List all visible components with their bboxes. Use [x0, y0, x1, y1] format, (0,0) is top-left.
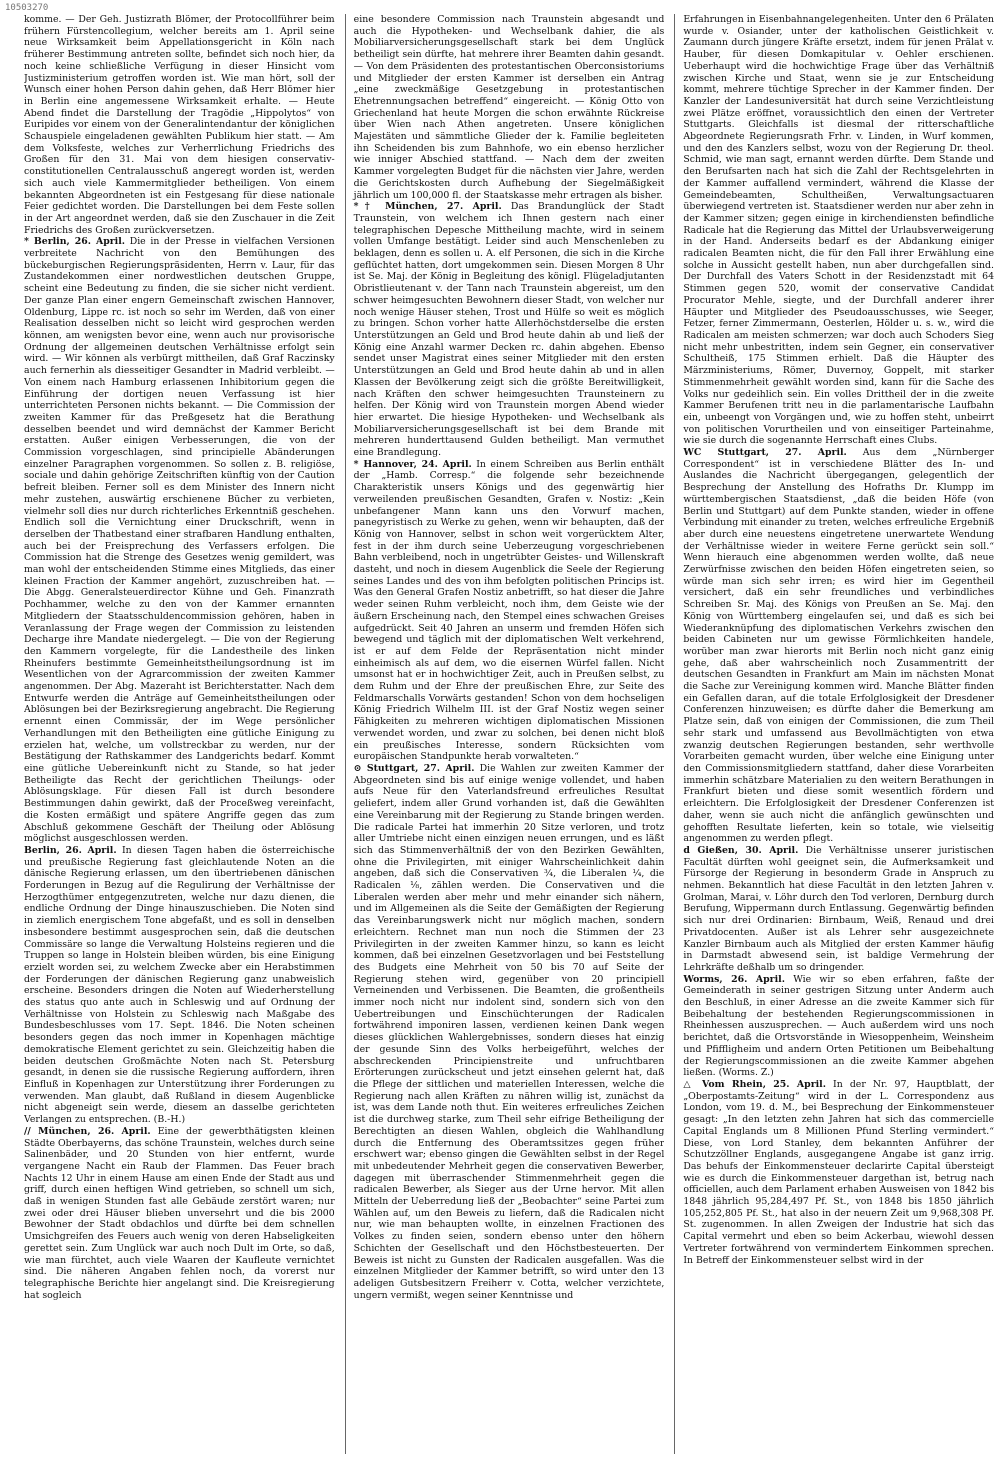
article-text: Aus dem „Nürnberger Correspondent“ ist in verschiedene Blätter des In- und Auslandes die Nachricht übergegangen, gelegentlich der Besprechung der Anstellung des Hofraths Dr. Klumpp im württembergischen Staatsdienst, „daß die beiden Höfe (von Berlin und Stuttgart) auf dem Punkte standen, wieder in offene Verbindung mit einander zu treten, welches erfreuliche Ergebniß aber durch eine neuestens eingetretene unerwartete Wendung der Verhältnisse wieder in weitere Ferne gerückt sein soll.“ Wenn hierauch eine abgenommen werden wollte, daß neue Zerwürfnisse zwischen den beiden Höfen eingetreten seien, so würde man sich sehr irren; es wird hier im Gegentheil versichert, daß ein sehr freundliches und verbindliches Schreiben Sr. Maj. des Königs von Preußen an Se. Maj. den König von Württemberg eingelaufen sei, und daß es sich bei Wiederanknüpfung des diplomatischen Verkehrs zwischen den beiden Cabineten nur um gewisse Förmlichkeiten handele, worüber man zwar hierorts mit Berlin noch nicht ganz einig gehe, daß aber wahrscheinlich noch Zusammentritt der deutschen Gesandten in Frankfurt am Main im nächsten Monat die Sache zur Vereinigung kommen wird. Manche Blätter finden ein Gefallen daran, auf die totale Erfolglosigkeit der Dresdener Conferenzen hinzuweisen; es dürfte daher die Bemerkung am Platze sein, daß von einigen der Commissionen, die zum Theil sehr stark und umfassend aus Bevollmächtigten von etwa zwanzig deutschen Regierungen bestanden, sehr werthvolle Vorarbeiten gemacht wurden, über welche eine Einigung unter den Commissionsmitgliedern stattfand, daher diese Vorarbeiten immerhin schätzbare Materialien zu den weitern Berathungen in Frankfurt bieten und diese somit wesentlich fördern und erleichtern. Die Erfolglosigkeit der Dresdener Conferenzen ist daher, wenn sie auch nicht die anfänglich gewünschten und gehofften Resultate lieferten, kein so totale, wie vielseitig angenommen zu werden pflegt.	[683, 447, 995, 845]
article-text: Eine der gewerbthätigsten kleinen Städte Oberbayerns, das schöne Traunstein, welches durch seine Salinenbäder, und 20 Stunden von hier entfernt, wurde vergangene Nacht ein Raub der Flammen. Das Feuer brach Nachts 12 Uhr in einem Hause am einen Ende der Stadt aus und griff, durch einen heftigen Wind getrieben, so schnell um sich, daß in wenigen Stunden fast alle Gebäude zerstört waren; nur zwei oder drei Häuser blieben unversehrt und die bis 2000 Bewohner der Stadt obdachlos und dürfte bei dem schnellen Umsichgreifen des Feuers auch wenig von deren Habseligkeiten gerettet sein. Zum Unglück war auch noch Dult im Orte, so daß, wie man fürchtet, auch viele Waaren der Kaufleute vernichtet sind. Die näheren Angaben fehlen noch, da vorerst nur telegraphische Berichte hier angelangt sind. Die Kreisregierung hat sogleich	[24, 1125, 335, 1301]
article-text: Die Verhältnisse unserer juristischen Facultät dürften wohl geeignet sein, die Aufmerksamkeit und Fürsorge der Regierung in besonderm Grade in Anspruch zu nehmen. Bekanntlich hat diese Facultät in den letzten Jahren v. Grolman, Marai, v. Löhr durch den Tod verloren, Dernburg durch Berufung, Wippermann durch Entlassung. Gegenwärtig befinden sich nur drei Ordinarien: Birnbaum, Weiß, Renaud und drei Privatdocenten. Außer ist als Lehrer sehr ausgezeichnete Kanzler Birnbaum auch als Mitglied der ersten Kammer häufig in Darmstadt abwesend sein, ist baldige Vermehrung der Lehrkräfte deßhalb um so dringender.	[683, 844, 995, 973]
article-dateline: Worms, 26. April.	[683, 973, 785, 985]
article-paragraph	[683, 1079, 994, 1266]
newspaper-page	[24, 14, 994, 1454]
article-dateline: * Berlin, 26. April.	[24, 236, 126, 248]
article-paragraph	[683, 447, 994, 845]
article-paragraph	[683, 14, 994, 447]
article-paragraph	[354, 763, 665, 1301]
article-paragraph	[683, 974, 994, 1079]
article-paragraph	[354, 14, 665, 201]
column-1	[24, 14, 335, 1454]
article-dateline: *† München, 27. April.	[353, 201, 502, 213]
article-dateline: △ Vom Rhein, 25. April.	[683, 1078, 826, 1090]
article-dateline: ⊙ Stuttgart, 27. April.	[353, 763, 475, 774]
article-text: eine besondere Commission nach Traunstein abgesandt und auch die Hypotheken- und Wechselbank dahier, die als Mobiliarversicherungsgesellschaft stark bei dem Unglück betheiligt sein dürfte, hat mehrere ihrer Beamten dahin gesandt. — Von dem Präsidenten des protestantischen Oberconsistoriums und Mitglieder der ersten Kammer ist derselben ein Antrag „eine zweckmäßige Gesetzgebung in protestantischen Ehetrennungsachen betreffend“ eingereicht. — König Otto von Griechenland hat heute Morgen die schon erwähnte Rückreise über Wien nach Athen angetreten. Unsere königlichen Majestäten und sämmtliche Glieder der k. Familie begleiteten ihn Scheidenden bis zum Bahnhofe, wo ein ebenso herzlicher wie inniger Abschied stattfand. — Nach dem der zweiten Kammer vorgelegten Budget für die nächsten vier Jahre, werden die Gerichtskosten durch Aufhebung der Siegelmäßigkeit jährlich um 100,000 fl. der Staatskasse mehr ertragen als bisher.	[353, 14, 665, 201]
article-text: komme. — Der Geh. Justizrath Blömer, der Protocollführer beim frühern Fürstencollegium, welcher bereits am 1. April seine neue Wirksamkeit beim Appellationsgericht in Köln nach früherer Bestimmung antreten sollte, befindet sich noch hier, da noch keine schließliche Verfügung in dieser Hinsicht vom Justizministerium getroffen worden ist. Wie man hört, soll der Wunsch einer hohen Person dahin gehen, daß Herr Blömer hier in Berlin eine angemessene Wirksamkeit erhalte. — Heute Abend findet die Darstellung der Tragödie „Hippolytos“ von Euripides vor einem von der Generalintendantur der königlichen Schauspiele eingeladenen gewählten Publikum hier statt. — Am dem Volksfeste, welches zur Verherrlichung Friedrichs des Großen für den 31. Mai von dem hiesigen conservativ-constitutionellen Centralausschuß angeregt worden ist, werden sich auch viele Kammermitglieder betheiligen. Von einem bekannten Abgeordneten ist ein Festgesang für diese nationale Feier gedichtet worden. Die Darstellungen bei dem Feste sollen in der Art angeordnet werden, daß sie den Zuschauer in die Zeit Friedrichs des Großen zurückversetzen.	[24, 14, 335, 236]
article-text: Die Wahlen zur zweiten Kammer der Abgeordneten sind bis auf einige wenige vollendet, und haben aufs Neue für den Vaterlandsfreund erfreuliches Resultat geliefert, indem aller Grund vorhanden ist, daß die Gewählten eine Vereinbarung mit der Regierung zu Stande bringen werden. Die radicale Partei hat immerhin 20 Sitze verloren, und trotz aller Umtriebe nicht einen einzigen neuen errungen, und es läßt sich das Stimmenverhältniß der von den Bezirken Gewählten, ohne die Privilegirten, mit einiger Wahrscheinlichkeit dahin angeben, daß sich die Conservativen ¾, die Liberalen ¼, die Radicalen ⅛, zählen werden. Die Conservativen und die Liberalen werden aber mehr und mehr einander sich nähern, und im Allgemeinen als die Seite der Gemäßigten der Regierung das Vereinbarungswerk nicht nur möglich machen, sondern erleichtern. Rechnet man nun noch die Stimmen der 23 Privilegirten in der zweiten Kammer hinzu, so kann es leicht kommen, daß bei einzelnen Gesetzvorlagen und bei Feststellung des Budgets eine Mehrheit von 50 bis 70 auf Seite der Regierung stehen wird, gegenüber von 20 principiell Verneinenden und Verbissenen. Die Beamten, die großentheils immer noch nicht nur indolent sind, sondern sich von den Uebertreibungen und Einschüchterungen der Radicalen fortwährend imponiren lassen, verdienen keinen Dank wegen dieses glücklichen Wahlergebnisses, sondern dieses hat einzig der gesunde Sinn des Volks herbeigeführt, welches der abschreckenden Principienstreite und unfruchtbaren Erörterungen zurückscheut und jetzt einsehen gelernt hat, daß die Pflege der sittlichen und materiellen Interessen, welche die Regierung nach allen Kräften zu nähren willig ist, zunächst da ist, was dem Lande noth thut. Ein weiteres erfreuliches Zeichen ist die durchweg starke, zum Theil sehr eifrige Betheiligung der Berechtigten an diesen Wahlen, obgleich die Wahlhandlung durch die Entfernung des Oberamtssitzes gegen früher erschwert war; ebenso gingen die Gewählten selbst in der Regel mit unbedeutender Mehrheit gegen die conservativen Bewerber, dagegen mit überraschender Stimmenmehrheit gegen die radicalen Bewerber, als Sieger aus der Urne hervor. Mit allen Mitteln der Ueberredung ließ der „Beobachter“ seine Partei zum Wählen auf, um den Beweis zu liefern, daß die Radicalen nicht nur, wie man behaupten wollte, in einzelnen Fractionen des Volkes zu finden seien, sondern ebenso unter den höhern Schichten der Gesellschaft und den Höchstbesteuerten. Der Beweis ist nicht zu Gunsten der Radicalen ausgefallen. Was die einzelnen Mitglieder der Kammer betrifft, so wird unter den 13 adeligen Gutsbesitzern Freiherr v. Cotta, welcher verzichtete, ungern vermißt, wegen seiner Kenntnisse und	[353, 763, 665, 1301]
column-2	[345, 14, 665, 1454]
article-dateline: Berlin, 26. April.	[24, 844, 117, 856]
article-text: Wie wir so eben erfahren, faßte der Gemeinderath in seiner gestrigen Sitzung unter Anderm auch den Beschluß, in einer Adresse an die zweite Kammer sich für Beibehaltung der bestehenden Regierungscommissionen in Rheinhessen auszusprechen. — Auch außerdem wird uns noch berichtet, daß die Ortsvorstände in Wiesoppenheim, Weinsheim und Pfiffligheim und andern Orten Petitionen um Beibehaltung der Regierungscommissionen an die zweite Kammer abgehen ließen. (Worms. Z.)	[683, 973, 995, 1079]
article-dateline: // München, 26. April.	[24, 1125, 151, 1137]
article-text: In diesen Tagen haben die österreichische und preußische Regierung fast gleichlautende Noten an die dänische Regierung erlassen, um den übertriebenen dänischen Forderungen in Bezug auf die Regulirung der Verhältnisse der Herzogthümer entgegenzutreten, welche nur dazu dienen, die endliche Ordnung der Dinge hinauszuschieben. Die Noten sind in ziemlich energischem Tone abgefaßt, und es soll in denselben insbesondere bestimmt ausgesprochen sein, daß die deutschen Commissäre so lange die Verwaltung Holsteins regieren und die Truppen so lange in Holstein bleiben würden, bis eine Einigung erzielt worden sei, zu welchem Zwecke aber ein Herabstimmen der Forderungen der dänischen Regierung ganz unabweislich erscheine. Besonders dringen die Noten auf Wiederherstellung des status quo ante auch in Schleswig und auf Ordnung der Verhältnisse von Holstein zu Schleswig nach Maßgabe des Bundesbeschlusses vom 17. Sept. 1846. Die Noten scheinen besonders gegen das noch immer in Kopenhagen mächtige demokratische Element gerichtet zu sein. Gleichzeitig haben die beiden deutschen Großmächte Noten nach St. Petersburg gesandt, in denen sie die russische Regierung auffordern, ihren Einfluß in Kopenhagen zur Unterstützung ihrer Forderungen zu verwenden. Man glaubt, daß Rußland in diesem Augenblicke nicht abgeneigt sein werde, diesem an dasselbe gerichteten Verlangen zu entsprechen. (B.-H.)	[24, 844, 335, 1126]
column-3	[674, 14, 994, 1454]
article-paragraph	[683, 845, 994, 974]
article-text: In einem Schreiben aus Berlin enthält der „Hamb. Corresp.“ die folgende sehr bezeichnende Charakteristik unsers Königs und des gegenwärtig hier verweilenden preußischen Gesandten, Grafen v. Nostiz: „Kein unbefangener Mann kann uns den Vorwurf machen, panegyristisch zu Werke zu gehen, wenn wir behaupten, daß der König von Hannover, selbst in schon weit vorgerücktem Alter, fest in der ihm durch seine Ueberzeugung vorgeschriebenen Bahn verbleibend, noch in ungetrübter Geistes- und Willenskraft dasteht, und noch in diesem Augenblick die Seele der Regierung seines Landes und des von ihm befolgten politischen Princips ist. Was den General Grafen Nostiz anbetrifft, so hat dieser die Jahre weder seinen Ruhm verbleicht, noch ihm, dem Geiste wie der äußern Erscheinung nach, den Stempel eines schwachen Greises aufgedrückt. Seit 40 Jahren an unserm und fremden Höfen sich bewegend und täglich mit der diplomatischen Welt verkehrend, ist er auf dem Felde der Repräsentation nicht minder einheimisch als auf dem, wo die eisernen Würfel fallen. Nicht umsonst hat er in hochwichtiger Zeit, auch in Preußen selbst, zu dem Ruhm und der Ehre der preußischen Ehre, zur Seite des Feldmarschalls Vorwärts gestanden! Schon von dem hochseligen König Friedrich Wilhelm III. ist der Graf Nostiz wegen seiner Fähigkeiten zu mehreren wichtigen diplomatischen Missionen verwendet worden, und zwar zu solchen, bei denen nicht bloß ein preußisches Interesse, sondern Rücksichten vom europäischen Standpunkte herab vorwalteten.“	[353, 458, 665, 763]
article-text: Die in der Presse in vielfachen Versionen verbreitete Nachricht von den Bemühungen des bückeburgischen Regierungspräsidenten, Herrn v. Laur, für das Zustandekommen einer nordwestlichen deutschen Gruppe, scheint eine Bedeutung zu finden, die sie sicher nicht verdient. Der ganze Plan einer engern Gemeinschaft zwischen Hannover, Oldenburg, Lippe rc. ist noch so sehr im Werden, daß von einer Realisation desselben nicht so leicht wird gesprochen werden können, am wenigsten bevor eine, wenn auch nur provisorische Ordnung der allgemeinen deutschen Verhältnisse erfolgt sein wird. — Wir können als verbürgt mittheilen, daß Graf Raczinsky auch fernerhin als diesseitiger Gesandter in Madrid verbleibt. — Von einem nach Hamburg erlassenen Inhibitorium gegen die Einführung der dortigen neuen Verfassung ist hier unterrichteten Personen nichts bekannt. — Die Commission der zweiten Kammer für das Preßgesetz hat die Berathung desselben beendet und wird demnächst der Kammer Bericht erstatten. Außer einigen Verbesserungen, die von der Commission vorgeschlagen, sind principielle Abänderungen einzelner Paragraphen vorgenommen. So sollen z. B. religiöse, sociale und dahin gehörige Zeitschriften künftig von der Caution befreit bleiben. Ferner soll es dem Minister des Innern nicht mehr zustehen, auswärtig erschienene Bücher zu verbieten, vielmehr soll dies nur durch richterliches Erkenntniß geschehen. Endlich soll die Vernichtung einer Druckschrift, wenn in derselben der Thatbestand einer strafbaren Handlung enthalten, auch bei der Freisprechung des Verfassers erfolgen. Die Commission hat die Strenge des Gesetzes wenig gemildert, was man wohl der entscheidenden Stimme eines Mitglieds, das einer kleinen Fraction der Kammer angehört, zuzuschreiben hat. — Die Abgg. Generalsteuerdirector Kühne und Geh. Finanzrath Pochhammer, welche zu den von der Kammer ernannten Mitgliedern der Staatsschuldencommission gehören, haben in Veranlassung der Frage wegen der Commission zu leistenden Decharge ihre Mandate niedergelegt. — Die von der Regierung den Kammern vorgelegte, für die Landestheile des linken Rheinufers bestimmte Gemeinheitstheilungsordnung ist im Wesentlichen von der Agrarcommission der zweiten Kammer angenommen. Der Abg. Mazeraht ist Berichterstatter. Nach dem Entwurfe werden die Anträge auf Gemeinheitstheilungen oder Ablösungen bei der Bezirksregierung angebracht. Die Regierung ernennt einen Commissär, der im Wege persönlicher Verhandlungen mit den Betheiligten eine gütliche Einigung zu erzielen hat, welche, um vollstreckbar zu werden, nur der Bestätigung der Rathskammer des Landgerichts bedarf. Kommt eine gütliche Uebereinkunft nicht zu Stande, so hat jeder Betheiligte das Recht der gerichtlichen Theilungs- oder Ablösungsklage. Für diesen Fall ist durch besondere Bestimmungen dahin gewirkt, daß der Proceßweg vereinfacht, die Kosten ermäßigt und spätere Angriffe gegen das zum Abschluß gekommene Geschäft der Theilung oder Ablösung möglichst ausgeschlossen werden.	[24, 236, 335, 845]
article-dateline: * Hannover, 24. April.	[353, 458, 472, 470]
article-paragraph	[354, 459, 665, 763]
article-dateline: d Gießen, 30. April.	[683, 844, 799, 856]
article-paragraph	[24, 14, 335, 236]
article-text: In der Nr. 97, Hauptblatt, der „Oberpostamts-Zeitung“ wird in der L. Correspondenz aus London, vom 19. d. M., bei Besprechung der Einkommensteuer gesagt: „In den letzten zehn Jahren hat sich das commercielle Capital Englands um 8 Millionen Pfund Sterling vermindert.“ Diese, von Lord Stanley, dem bekannten Anführer der Schutzzöllner Englands, ausgegangene Angabe ist ganz irrig. Das behufs der Einkommensteuer declarirte Capital übersteigt wie es durch die Einkommensteuer dargethan ist, betrug nach officiellen, auch dem Parlament erhaben Ausweisen von 1842 bis 1848 jährlich 95,284,497 Pf. St., von 1848 bis 1850 jährlich 105,252,805 Pf. St., hat also in der neuern Zeit um 9,968,308 Pf. St. zugenommen. In allen Zweigen der Industrie hat sich das Capital vermehrt und eben so beim Ackerbau, wiewohl dessen Vertreter fortwährend von vermindertem Einkommen sprechen. In Betreff der Einkommensteuer selbst wird in der	[683, 1078, 995, 1266]
article-text: Erfahrungen in Eisenbahnangelegenheiten. Unter den 6 Prälaten wurde v. Osiander, unter der katholischen Geistlichkeit v. Zaumann durch jüngere Kräfte ersetzt, indem für jenen Prälat v. Hauber, für diesen Domkapitular v. Oehler erschienen. Ueberhaupt wird die hochwichtige Frage über das Verhältniß zwischen Kirche und Staat, wenn sie je zur Entscheidung kommt, mehrere tüchtige Sprecher in der Kammer finden. Der Kanzler der Landesuniversität hat durch seine Verzichtleistung zwei Plätze eröffnet, voraussichtlich den einen der Vertreter Stuttgarts. Gleichfalls ist diesmal der ritterschaftliche Abgeordnete Regierungsrath Frhr. v. Linden, in Wurf kommen, und den des Kanzlers selbst, wozu von der Regierung Dr. theol. Schmid, wie man sagt, ernannt werden dürfte. Dem Stande und den Berufsarten nach hat sich die Zahl der Rechtsgelehrten in der Kammer auffallend vermindert, während die Klasse der Gemeindebeamten, Schultheißen, Verwaltungsactuaren überwiegend vertreten ist. Staatsdiener werden nur aber zehn in der Kammer sitzen; gegen einige in kirchendiensten befindliche Radicale hat die Regierung das Mittel der Urlaubsverweigerung in der Hand. Anderseits bedarf es der Abdankung einiger radicalen Beamten nicht, die für den Fall ihrer Erwählung eine solche in Aussicht gestellt haben, nun aber durchgefallen sind. Der Durchfall des Vaters Schott in der Residenzstadt mit 64 Stimmen gegen 520, womit der conservative Candidat Procurator Mehle, siegte, und der Durchfall anderer ihrer Häupter und Mitglieder des Pseudoausschusses, wie Seeger, Fetzer, ferner Zimmermann, Oesterlen, Hölder u. s. w., wird die Radicalen am meisten schmerzen; war doch auch Schoders Sieg nicht mehr unbestritten, indem sein Gegner, ein conservativer Schultheiß, 175 Stimmen erhielt. Daß die Häupter des Märzministeriums, Römer, Duvernoy, Goppelt, mit starker Stimmenmehrheit gewählt worden sind, kann für die Sache des Volks nur gedeihlich sein. Ein volles Drittheil der in die zweite Kammer Berufenen tritt neu in die parlamentarische Laufbahn ein, unbeengt von Vorgängen und, wie zu hoffen steht, unbeirrt von politischen Vorurtheilen und von einseitiger Parteinahme, wie sie durch die sogenannte Herrschaft eines Clubs.	[683, 14, 995, 447]
article-paragraph	[24, 845, 335, 1126]
article-paragraph	[354, 201, 665, 458]
scan-id-label: 10503270	[5, 3, 49, 13]
article-paragraph	[24, 1126, 335, 1302]
article-text: Das Brandunglück der Stadt Traunstein, von welchem ich Ihnen gestern nach einer telegraphischen Depesche Mittheilung machte, wird in seinem vollen Umfange bestätigt. Leider sind auch Menschenleben zu beklagen, denn es sollen u. A. elf Personen, die sich in die Kirche geflüchtet hatten, dort umgekommen sein. Diesen Morgen 8 Uhr ist Se. Maj. der König in Begleitung des königl. Flügeladjutanten Obristlieutenant v. der Tann nach Traunstein abgereist, um den schwer heimgesuchten Bewohnern dieser Stadt, von welcher nur noch wenige Häuser stehen, Trost und Hülfe so weit es möglich zu bringen. Schon vorher hatte Allerhöchstderselbe die ersten Unterstützungen an Geld und Brod heute dahin ab und ließ der König eine Anzahl warmer Decken rc. dahin abgehen. Ebenso sendet unser Magistrat eines seiner Mitglieder mit den ersten Unterstützungen an Geld und Brod heute dahin ab und in allen Klassen der Bevölkerung zeigt sich die größte Bereitwilligkeit, nach Kräften den schwer heimgesuchten Traunsteinern zu helfen. Der König wird von Traunstein morgen Abend wieder hier erwartet. Die hiesige Hypotheken- und Wechselbank als Mobiliarversicherungsgesellschaft ist bei dem Brande mit mehreren hunderttausend Gulden betheiligt. Man vermuthet eine Brandlegung.	[353, 201, 665, 459]
article-paragraph	[24, 236, 335, 845]
article-dateline: WC Stuttgart, 27. April.	[683, 447, 847, 459]
